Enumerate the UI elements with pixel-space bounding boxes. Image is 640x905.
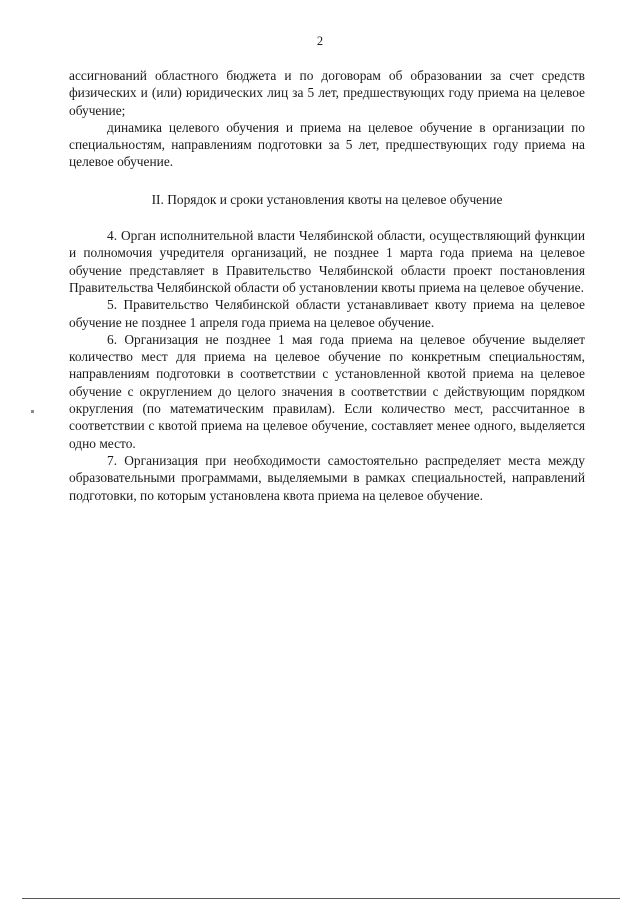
paragraph-item-5: 5. Правительство Челябинской области устанавливает квоту приема на целевое обучение не позднее 1 апреля года приема на целевое обучение. bbox=[69, 297, 585, 330]
bottom-rule bbox=[22, 898, 620, 899]
paragraph-dynamics: динамика целевого обучения и приема на целевое обучение в организации по специальностям, направлениям подготовки за 5 лет, предшествующих году приема на целевое обучение. bbox=[69, 119, 585, 170]
scan-mark bbox=[31, 410, 34, 413]
paragraph-item-7: 7. Организация при необходимости самостоятельно распределяет места между образовательными программами, выделяемыми в рамках специальностей, направлений подготовки, по которым установлена квота приема на целевое обучение. bbox=[69, 452, 585, 503]
paragraph-continuation: ассигнований областного бюджета и по договорам об образовании за счет средств физических и (или) юридических лиц за 5 лет, предшествующих году приема на целевое обучение; bbox=[69, 68, 585, 118]
paragraph-item-4: 4. Орган исполнительной власти Челябинской области, осуществляющий функции и полномочия учредителя организаций, не позднее 1 марта года приема на целевое обучение представляет в Правительство Челябинской области проект постановления Правительства Челябинской области об установлении квоты приема на целевое обучение. bbox=[69, 228, 585, 295]
page-number: 2 bbox=[316, 34, 324, 48]
section-heading: II. Порядок и сроки установления квоты на целевое обучение bbox=[151, 191, 503, 207]
paragraph-item-6: 6. Организация не позднее 1 мая года приема на целевое обучение выделяет количество мест для приема на целевое обучение по конкретным специальностям, направлениям подготовки в соответствии с установленной квотой приема на целевое обучение с округлением до целого значения в соответствии с действующим порядком округления (по математическим правилам). Если количество мест, рассчитанное в соответствии с квотой приема на целевое обучение, составляет менее одного, выделяется одно место. bbox=[69, 331, 585, 451]
document-body bbox=[69, 67, 585, 504]
